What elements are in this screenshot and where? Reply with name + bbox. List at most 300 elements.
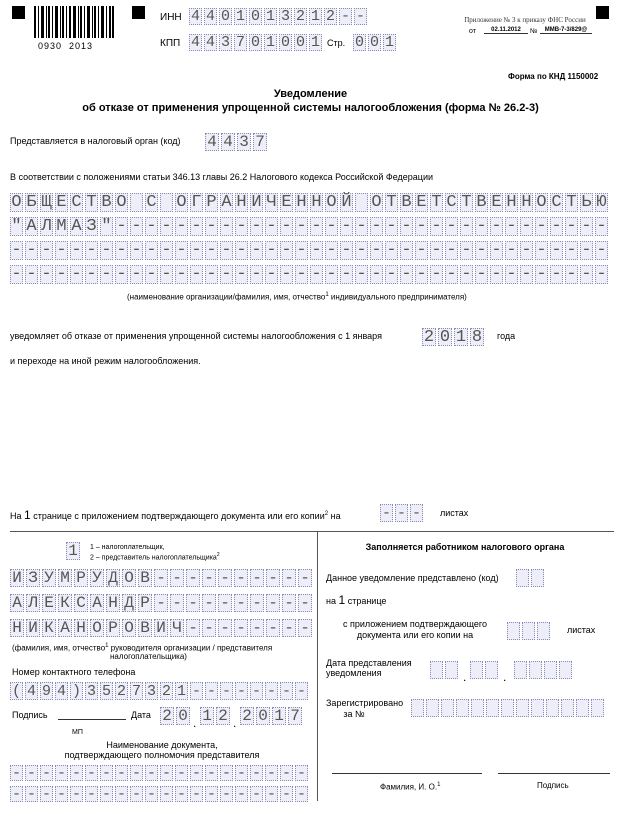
char-cell: 0 [256, 707, 270, 725]
char-cell: - [146, 785, 156, 803]
char-cell: Н [74, 619, 88, 637]
char-cell: З [26, 569, 40, 587]
char-cell: - [206, 241, 217, 260]
inspector-signature-line[interactable] [498, 762, 610, 774]
char-cell: О [122, 619, 136, 637]
char-cell: О [176, 193, 187, 212]
char-cell [529, 661, 542, 679]
char-cell: - [461, 217, 472, 236]
char-cell: - [371, 265, 382, 284]
char-cell [130, 193, 143, 212]
doc-label-2: подтверждающего полномочия представителя [64, 750, 260, 760]
phone-field[interactable] [10, 682, 310, 700]
char-cell: - [236, 764, 246, 782]
submitted-code-field[interactable] [516, 569, 546, 587]
char-cell: Т [431, 193, 442, 212]
char-cell: И [154, 619, 168, 637]
char-cell: А [58, 619, 72, 637]
char-cell: - [281, 241, 292, 260]
char-cell [561, 699, 574, 717]
char-cell: - [431, 217, 442, 236]
char-cell: - [218, 619, 232, 637]
right-pages: на 1 странице [326, 593, 387, 607]
char-cell: - [282, 619, 296, 637]
char-cell: 3 [237, 133, 251, 151]
char-cell: О [122, 569, 136, 587]
char-cell: У [42, 569, 56, 587]
char-cell: - [250, 619, 264, 637]
char-cell: А [221, 193, 232, 212]
char-cell: - [386, 265, 397, 284]
char-cell: И [251, 193, 262, 212]
char-cell: 4 [205, 8, 215, 25]
char-cell: 2 [216, 707, 230, 725]
char-cell: - [234, 594, 248, 612]
corner-marker-mid [132, 6, 145, 19]
char-cell: - [566, 265, 577, 284]
char-cell: - [356, 217, 367, 236]
char-cell: - [266, 619, 280, 637]
char-cell: - [566, 217, 577, 236]
appendix-no: № [530, 28, 538, 35]
char-cell: Е [42, 594, 56, 612]
char-cell: - [326, 241, 337, 260]
char-cell [445, 661, 458, 679]
date-presented-label-2: уведомления [326, 668, 382, 678]
char-cell: 2 [160, 707, 174, 725]
char-cell: 1 [265, 34, 275, 51]
char-cell: - [236, 682, 246, 700]
char-cell: 1 [310, 8, 320, 25]
signature-line[interactable] [58, 708, 126, 720]
char-cell: 0 [354, 34, 364, 51]
registration-number-field[interactable] [411, 699, 606, 717]
char-cell: Л [41, 217, 52, 236]
char-cell: - [26, 241, 37, 260]
char-cell: С [551, 193, 562, 212]
org-name-row-4[interactable] [10, 265, 610, 284]
char-cell: - [206, 785, 216, 803]
char-cell: - [11, 265, 22, 284]
char-cell: " [101, 217, 112, 236]
char-cell: В [101, 193, 112, 212]
char-cell [546, 699, 559, 717]
char-cell: 0 [220, 8, 230, 25]
char-cell: - [191, 265, 202, 284]
char-cell: - [71, 764, 81, 782]
char-cell: - [221, 682, 231, 700]
char-cell: - [186, 594, 200, 612]
char-cell: - [596, 265, 607, 284]
char-cell: 4 [190, 34, 200, 51]
fio-line[interactable] [332, 762, 482, 774]
char-cell: 2 [240, 707, 254, 725]
char-cell: - [491, 265, 502, 284]
char-cell: - [154, 594, 168, 612]
char-cell: - [551, 241, 562, 260]
char-cell: ) [71, 682, 81, 700]
char-cell: - [281, 764, 291, 782]
char-cell: У [90, 569, 104, 587]
pages-line: На 1 странице с приложением подтверждающего документа или его копии$^2$ на [10, 508, 341, 522]
corner-marker-left [12, 6, 25, 19]
char-cell: - [26, 764, 36, 782]
date-presented-dot-1: . [463, 670, 467, 684]
char-cell [471, 699, 484, 717]
char-cell: - [282, 569, 296, 587]
char-cell: 3 [146, 682, 156, 700]
char-cell: О [371, 193, 382, 212]
char-cell: - [355, 8, 365, 25]
char-cell: 8 [471, 327, 483, 347]
char-cell: - [234, 619, 248, 637]
char-cell: - [266, 569, 280, 587]
char-cell: - [101, 785, 111, 803]
refusal-text-2: и переходе на иной режим налогообложения. [10, 356, 201, 366]
char-cell: - [221, 764, 231, 782]
char-cell: - [281, 217, 292, 236]
char-cell: Р [106, 619, 120, 637]
char-cell: - [251, 265, 262, 284]
char-cell: - [161, 265, 172, 284]
char-cell [591, 699, 604, 717]
char-cell: - [416, 217, 427, 236]
char-cell: Н [296, 193, 307, 212]
stamp-mark: МП [72, 729, 83, 736]
char-cell: - [298, 594, 312, 612]
char-cell [485, 661, 498, 679]
char-cell: А [71, 217, 82, 236]
char-cell [355, 193, 368, 212]
char-cell: - [551, 217, 562, 236]
char-cell: - [206, 217, 217, 236]
char-cell: - [101, 241, 112, 260]
char-cell: - [446, 265, 457, 284]
char-cell: - [221, 785, 231, 803]
char-cell: 4 [26, 682, 36, 700]
char-cell: - [581, 241, 592, 260]
char-cell: - [356, 241, 367, 260]
char-cell: 1 [200, 707, 214, 725]
char-cell: 1 [384, 34, 394, 51]
char-cell: Н [106, 594, 120, 612]
char-cell: Т [386, 193, 397, 212]
char-cell: - [116, 217, 127, 236]
char-cell: М [58, 569, 72, 587]
attach-sheets-label: листах [567, 625, 596, 635]
refusal-year-suffix: года [497, 331, 516, 341]
attach-label-1: с приложением подтверждающего [342, 619, 488, 629]
char-cell: " [11, 217, 22, 236]
char-cell: - [536, 217, 547, 236]
appendix-reference: Приложение № 3 к приказу ФНС России [464, 16, 586, 24]
char-cell [441, 699, 454, 717]
char-cell: - [161, 785, 171, 803]
char-cell: - [191, 682, 201, 700]
char-cell: - [131, 241, 142, 260]
char-cell: - [41, 785, 51, 803]
char-cell: - [536, 265, 547, 284]
char-cell: ( [11, 682, 21, 700]
signer-option-1: 1 – налогоплательщик, [90, 544, 165, 551]
char-cell [501, 699, 514, 717]
char-cell: - [236, 265, 247, 284]
pages-sheets-label: листах [440, 508, 469, 518]
char-cell: - [146, 217, 157, 236]
char-cell: - [191, 764, 201, 782]
char-cell: - [56, 265, 67, 284]
first-name-field[interactable] [10, 594, 314, 612]
char-cell: - [581, 265, 592, 284]
char-cell: Р [206, 193, 217, 212]
char-cell: - [401, 241, 412, 260]
char-cell: - [206, 764, 216, 782]
char-cell: 2 [161, 682, 171, 700]
char-cell: Р [138, 594, 152, 612]
surname-field[interactable] [10, 569, 314, 587]
kpp-field[interactable] [189, 34, 324, 51]
date-month-field[interactable] [200, 707, 232, 725]
doc-name-row-2[interactable] [10, 786, 310, 802]
char-cell: - [281, 785, 291, 803]
char-cell: - [596, 241, 607, 260]
char-cell [411, 699, 424, 717]
char-cell: 0 [250, 34, 260, 51]
date-presented-year[interactable] [514, 661, 574, 679]
char-cell: - [296, 217, 307, 236]
char-cell: - [56, 785, 66, 803]
char-cell: 0 [295, 34, 305, 51]
char-cell: Л [26, 594, 40, 612]
char-cell: - [11, 764, 21, 782]
char-cell: О [536, 193, 547, 212]
char-cell: - [131, 764, 141, 782]
char-cell: Т [461, 193, 472, 212]
char-cell: - [146, 764, 156, 782]
char-cell: - [186, 569, 200, 587]
char-cell: - [191, 241, 202, 260]
char-cell: - [41, 241, 52, 260]
char-cell: - [296, 785, 306, 803]
char-cell: - [221, 265, 232, 284]
char-cell: - [281, 682, 291, 700]
char-cell: - [161, 241, 172, 260]
char-cell: - [431, 265, 442, 284]
date-presented-dot-2: . [503, 670, 507, 684]
char-cell: 7 [131, 682, 141, 700]
char-cell: - [266, 785, 276, 803]
char-cell: 0 [369, 34, 379, 51]
char-cell: Й [341, 193, 352, 212]
char-cell [430, 661, 443, 679]
page-label: Стр. [327, 38, 346, 48]
char-cell: - [154, 569, 168, 587]
statute-text: В соответствии с положениями статьи 346.13 главы 26.2 Налогового кодекса Российской Федерации [10, 172, 434, 182]
char-cell: - [296, 241, 307, 260]
refusal-year-field[interactable] [422, 328, 486, 346]
fio-caption: (фамилия, имя, отчество$^1$ руководителя организации / представителя [12, 643, 273, 653]
date-presented-month[interactable] [470, 661, 500, 679]
char-cell: - [251, 241, 262, 260]
char-cell: - [416, 265, 427, 284]
char-cell: - [176, 764, 186, 782]
char-cell: К [42, 619, 56, 637]
char-cell: С [71, 193, 82, 212]
char-cell [576, 699, 589, 717]
char-cell: - [116, 241, 127, 260]
char-cell: - [221, 241, 232, 260]
char-cell: 4 [205, 34, 215, 51]
char-cell: - [371, 241, 382, 260]
char-cell: - [298, 569, 312, 587]
char-cell: - [131, 265, 142, 284]
char-cell: - [251, 764, 261, 782]
char-cell: - [186, 619, 200, 637]
date-presented-day[interactable] [430, 661, 460, 679]
char-cell: 7 [288, 707, 302, 725]
char-cell: О [11, 193, 22, 212]
char-cell: - [146, 265, 157, 284]
char-cell: - [191, 785, 201, 803]
refusal-text: уведомляет об отказе от применения упрощенной системы налогообложения с 1 января [10, 331, 382, 341]
document-subtitle: об отказе от применения упрощенной системы налогообложения (форма № 26.2-3) [82, 102, 539, 114]
char-cell: Е [491, 193, 502, 212]
section-divider [10, 531, 614, 532]
char-cell [537, 622, 550, 640]
char-cell: - [411, 504, 421, 522]
char-cell: Е [416, 193, 427, 212]
char-cell: 3 [280, 8, 290, 25]
char-cell: - [506, 217, 517, 236]
char-cell: - [56, 241, 67, 260]
char-cell: - [281, 265, 292, 284]
kpp-label: КПП [160, 38, 181, 49]
signer-code-field[interactable] [66, 542, 82, 560]
char-cell: Ю [596, 193, 607, 212]
authority-heading: Заполняется работником налогового органа [365, 542, 565, 552]
char-cell: - [326, 217, 337, 236]
org-name-row-3[interactable] [10, 241, 610, 260]
char-cell: - [491, 241, 502, 260]
char-cell: - [176, 217, 187, 236]
date-label: Дата [131, 710, 151, 720]
char-cell: - [251, 217, 262, 236]
char-cell: - [251, 785, 261, 803]
char-cell [470, 661, 483, 679]
char-cell: - [101, 265, 112, 284]
char-cell: - [340, 8, 350, 25]
char-cell [426, 699, 439, 717]
char-cell: 1 [66, 542, 80, 560]
char-cell: - [41, 764, 51, 782]
org-name-row-1[interactable] [10, 193, 610, 212]
char-cell: А [10, 594, 24, 612]
char-cell: 1 [310, 34, 320, 51]
char-cell: 2 [423, 327, 435, 347]
char-cell: - [202, 569, 216, 587]
char-cell: - [71, 785, 81, 803]
char-cell: 4 [205, 133, 219, 151]
char-cell: 1 [272, 707, 286, 725]
char-cell: - [266, 217, 277, 236]
char-cell [486, 699, 499, 717]
patronymic-field[interactable] [10, 619, 314, 637]
char-cell: - [206, 682, 216, 700]
fio-caption-2: налогоплательщика) [110, 652, 187, 661]
char-cell: - [170, 594, 184, 612]
pages-sheets-field[interactable] [380, 504, 425, 522]
char-cell: - [170, 569, 184, 587]
char-cell: В [138, 619, 152, 637]
char-cell: А [26, 217, 37, 236]
char-cell: - [311, 265, 322, 284]
tax-authority-label: Представляется в налоговый орган (код) [10, 136, 181, 146]
char-cell: 1 [265, 8, 275, 25]
char-cell: 0 [280, 34, 290, 51]
char-cell: - [446, 217, 457, 236]
attach-sheets-field[interactable] [507, 622, 552, 640]
char-cell: - [116, 764, 126, 782]
char-cell: - [56, 764, 66, 782]
char-cell: - [250, 594, 264, 612]
date-year-field[interactable] [240, 707, 304, 725]
char-cell: - [416, 241, 427, 260]
char-cell: - [131, 785, 141, 803]
char-cell: - [341, 241, 352, 260]
page-number-field[interactable] [353, 34, 398, 51]
char-cell: 9 [41, 682, 51, 700]
char-cell: 1 [455, 327, 467, 347]
char-cell: - [191, 217, 202, 236]
phone-label: Номер контактного телефона [12, 667, 136, 677]
char-cell [514, 661, 527, 679]
char-cell: - [386, 217, 397, 236]
char-cell: - [176, 265, 187, 284]
char-cell: 4 [56, 682, 66, 700]
char-cell: В [476, 193, 487, 212]
char-cell: - [236, 217, 247, 236]
char-cell: - [41, 265, 52, 284]
char-cell: - [11, 241, 22, 260]
char-cell: - [146, 241, 157, 260]
char-cell: - [131, 217, 142, 236]
char-cell: - [461, 265, 472, 284]
char-cell: - [218, 569, 232, 587]
char-cell: - [311, 241, 322, 260]
char-cell: - [202, 619, 216, 637]
char-cell: 7 [253, 133, 267, 151]
date-dot-1: . [193, 716, 197, 730]
char-cell: - [236, 785, 246, 803]
char-cell: Н [521, 193, 532, 212]
char-cell: - [596, 217, 607, 236]
char-cell: - [521, 217, 532, 236]
tax-authority-code-field[interactable] [205, 133, 269, 151]
doc-label-1: Наименование документа, [106, 740, 218, 750]
date-day-field[interactable] [160, 707, 192, 725]
inn-field[interactable] [189, 8, 369, 25]
char-cell: - [176, 241, 187, 260]
appendix-date: 02.11.2012 [484, 27, 528, 34]
org-name-row-2[interactable] [10, 217, 610, 236]
char-cell: - [176, 785, 186, 803]
char-cell: - [566, 241, 577, 260]
char-cell: - [396, 504, 406, 522]
char-cell: - [26, 265, 37, 284]
doc-name-row-1[interactable] [10, 765, 310, 781]
char-cell: Д [106, 569, 120, 587]
char-cell: Н [10, 619, 24, 637]
